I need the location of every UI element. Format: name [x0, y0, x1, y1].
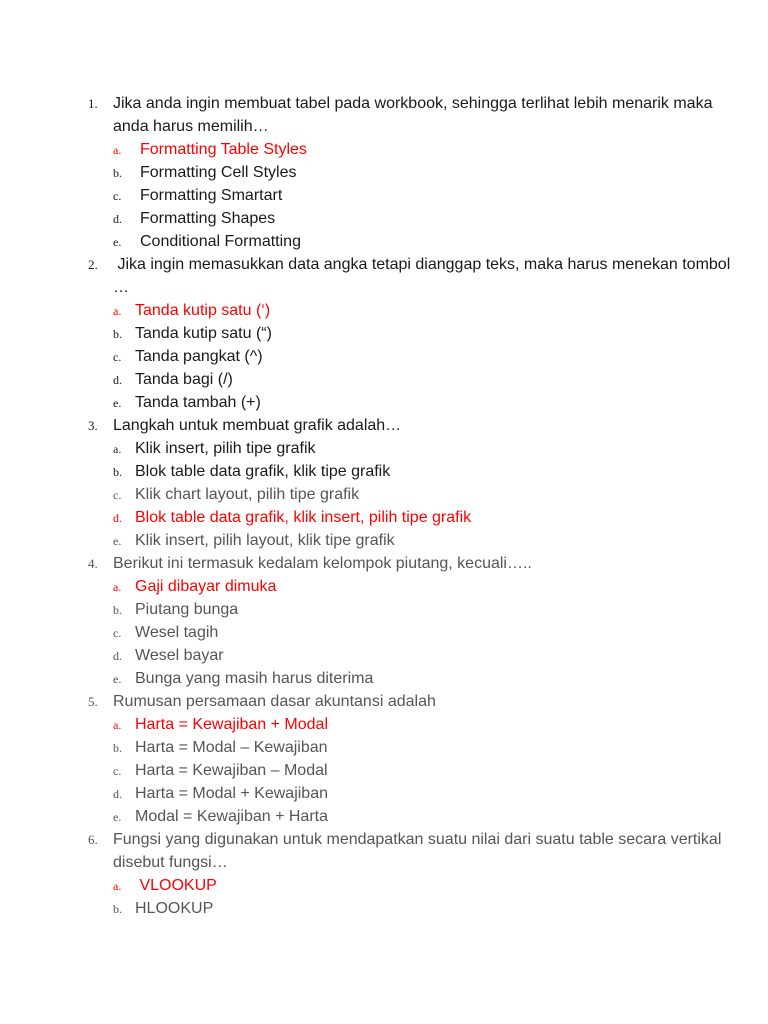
option-b	[113, 161, 748, 184]
question-1	[88, 92, 748, 253]
question-number: 2.	[88, 257, 98, 272]
option-letter: a.	[113, 442, 122, 456]
option-a	[113, 437, 748, 460]
option-text: VLOOKUP	[135, 877, 217, 894]
question-text: Berikut ini termasuk kedalam kelompok piutang, kecuali…..	[113, 555, 532, 572]
option-c	[113, 345, 748, 368]
option-a	[113, 713, 748, 736]
option-letter: a.	[113, 143, 122, 157]
question-text: Rumusan persamaan dasar akuntansi adalah	[113, 693, 436, 710]
question-3	[88, 414, 748, 552]
option-text: HLOOKUP	[135, 900, 214, 917]
option-a	[113, 874, 748, 897]
option-a	[113, 299, 748, 322]
option-text: Formatting Table Styles	[140, 141, 307, 158]
option-d	[113, 506, 748, 529]
question-number: 5.	[88, 694, 98, 709]
option-a	[113, 575, 748, 598]
option-letter: d.	[113, 649, 122, 663]
option-letter: b.	[113, 902, 122, 916]
option-letter: d.	[113, 373, 122, 387]
option-d	[113, 368, 748, 391]
option-list	[113, 138, 748, 253]
option-letter: d.	[113, 511, 122, 525]
option-text: Blok table data grafik, klik insert, pilih tipe grafik	[135, 509, 472, 526]
question-5	[88, 690, 748, 828]
option-text: Bunga yang masih harus diterima	[135, 670, 374, 687]
option-text: Tanda kutip satu (‘)	[135, 302, 271, 319]
option-e	[113, 230, 748, 253]
option-letter: e.	[113, 810, 122, 824]
option-text: Klik insert, pilih layout, klik tipe grafik	[135, 532, 395, 549]
option-letter: b.	[113, 166, 122, 180]
option-text: Gaji dibayar dimuka	[135, 578, 277, 595]
option-letter: a.	[113, 304, 122, 318]
option-a	[113, 138, 748, 161]
question-number: 6.	[88, 832, 98, 847]
option-text: Wesel bayar	[135, 647, 224, 664]
option-letter: a.	[113, 718, 122, 732]
option-list	[113, 437, 748, 552]
option-b	[113, 460, 748, 483]
option-list	[113, 575, 748, 690]
option-text: Blok table data grafik, klik tipe grafik	[135, 463, 391, 480]
option-letter: c.	[113, 350, 122, 364]
option-text: Modal = Kewajiban + Harta	[135, 808, 328, 825]
question-4	[88, 552, 748, 690]
option-list	[113, 874, 748, 920]
option-letter: b.	[113, 603, 122, 617]
question-text: Jika anda ingin membuat tabel pada workbook, sehingga terlihat lebih menarik maka anda harus memilih…	[113, 95, 717, 135]
option-c	[113, 184, 748, 207]
option-text: Harta = Kewajiban + Modal	[135, 716, 328, 733]
option-letter: c.	[113, 764, 122, 778]
question-text: Langkah untuk membuat grafik adalah…	[113, 417, 402, 434]
option-text: Tanda pangkat (^)	[135, 348, 263, 365]
option-b	[113, 598, 748, 621]
option-d	[113, 782, 748, 805]
option-text: Formatting Smartart	[140, 187, 283, 204]
option-c	[113, 483, 748, 506]
option-text: Tanda kutip satu (“)	[135, 325, 272, 342]
question-2	[88, 253, 748, 414]
question-6	[88, 828, 748, 920]
option-d	[113, 644, 748, 667]
option-text: Klik insert, pilih tipe grafik	[135, 440, 316, 457]
option-text: Wesel tagih	[135, 624, 219, 641]
option-b	[113, 322, 748, 345]
question-text: Jika ingin memasukkan data angka tetapi dianggap teks, maka harus menekan tombol …	[113, 256, 735, 296]
option-list	[113, 713, 748, 828]
option-text: Klik chart layout, pilih tipe grafik	[135, 486, 360, 503]
question-number: 4.	[88, 556, 98, 571]
option-letter: c.	[113, 488, 122, 502]
option-letter: e.	[113, 534, 122, 548]
option-c	[113, 759, 748, 782]
question-number: 3.	[88, 418, 98, 433]
question-text: Fungsi yang digunakan untuk mendapatkan suatu nilai dari suatu table secara vertikal disebut fungsi…	[113, 831, 726, 871]
option-text: Conditional Formatting	[140, 233, 301, 250]
option-e	[113, 391, 748, 414]
option-list	[113, 299, 748, 414]
option-letter: e.	[113, 235, 122, 249]
option-letter: b.	[113, 327, 122, 341]
question-list	[88, 92, 748, 920]
option-text: Formatting Cell Styles	[140, 164, 297, 181]
option-d	[113, 207, 748, 230]
option-letter: b.	[113, 741, 122, 755]
option-b	[113, 897, 748, 920]
option-text: Piutang bunga	[135, 601, 239, 618]
option-text: Harta = Modal + Kewajiban	[135, 785, 328, 802]
option-text: Harta = Modal – Kewajiban	[135, 739, 328, 756]
option-text: Harta = Kewajiban – Modal	[135, 762, 328, 779]
question-number: 1.	[88, 96, 98, 111]
option-letter: e.	[113, 672, 122, 686]
option-text: Formatting Shapes	[140, 210, 276, 227]
option-e	[113, 529, 748, 552]
option-e	[113, 667, 748, 690]
option-letter: a.	[113, 580, 122, 594]
option-letter: b.	[113, 465, 122, 479]
option-b	[113, 736, 748, 759]
option-letter: d.	[113, 212, 122, 226]
option-text: Tanda tambah (+)	[135, 394, 261, 411]
option-e	[113, 805, 748, 828]
option-letter: c.	[113, 189, 122, 203]
option-letter: c.	[113, 626, 122, 640]
option-c	[113, 621, 748, 644]
option-text: Tanda bagi (/)	[135, 371, 233, 388]
option-letter: a.	[113, 879, 122, 893]
option-letter: d.	[113, 787, 122, 801]
option-letter: e.	[113, 396, 122, 410]
